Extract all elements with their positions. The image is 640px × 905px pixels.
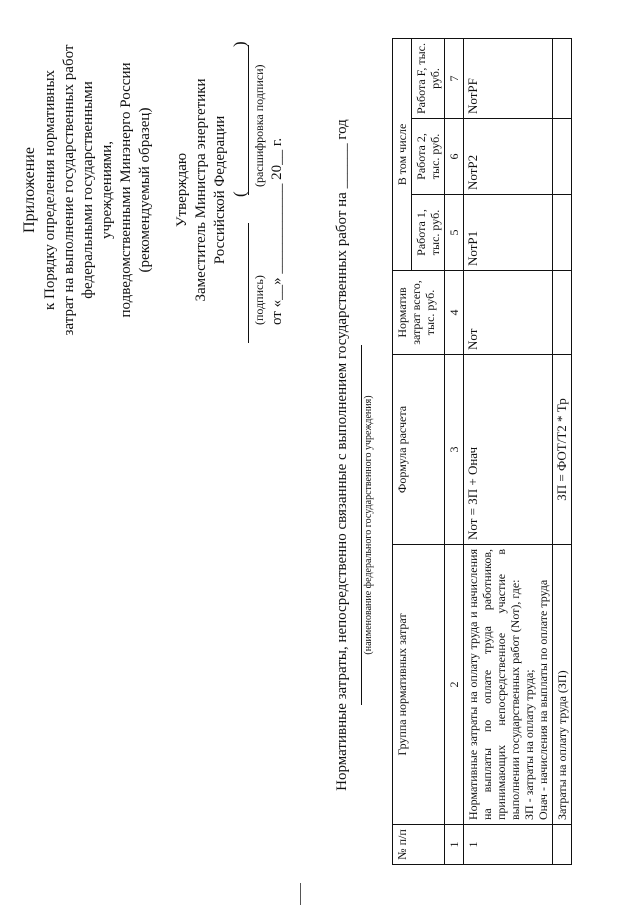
row-work1: NотP1 — [464, 195, 553, 271]
appendix-line: к Порядку определения нормативных — [42, 69, 58, 311]
row-formula: Nот = ЗП + Oнач — [464, 355, 553, 545]
column-number: 5 — [445, 195, 464, 271]
column-number: 6 — [445, 119, 464, 195]
signature-row — [230, 35, 292, 345]
signature-line — [248, 223, 249, 343]
header-including: В том числе — [393, 38, 412, 270]
column-number: 3 — [445, 355, 464, 545]
document-title: Нормативные затраты, непосредственно связанные с выполнением государственных работ на ______ год — [334, 119, 350, 791]
decode-line — [248, 45, 249, 195]
approve-word: Утверждаю — [174, 152, 190, 228]
row-workF: NотPF — [464, 38, 553, 118]
header-num: № п/п — [393, 825, 445, 865]
row-group-text: Нормативные затраты на оплату труда и начисления на выплаты по оплате труда работников, принимающих непосредственное участие в выполнении государственных работ (Nот), где: — [466, 549, 522, 820]
column-number-row — [445, 38, 464, 864]
appendix-line: затрат на выполнение государственных работ — [61, 44, 77, 336]
cost-table — [392, 38, 572, 865]
row-group-note: Oнач - начисления на выплаты по оплате труда — [536, 579, 550, 820]
approval-block — [173, 35, 230, 345]
row-norm — [553, 271, 572, 355]
row-num — [553, 825, 572, 865]
column-number: 7 — [445, 38, 464, 118]
header-workF: Работа F, тыс. руб. — [412, 38, 445, 118]
row-work2 — [553, 119, 572, 195]
appendix-block — [20, 35, 292, 345]
approver-position: Заместитель Министра энергетики — [193, 78, 209, 302]
appendix-title: Приложение — [21, 147, 38, 233]
row-group: Затраты на оплату труда (ЗП) — [553, 545, 572, 825]
column-number: 2 — [445, 545, 464, 825]
header-formula: Формула расчета — [393, 355, 445, 545]
column-number: 1 — [445, 825, 464, 865]
header-norm: Норматив затрат всего, тыс. руб. — [393, 271, 445, 355]
header-work1: Работа 1, тыс. руб. — [412, 195, 445, 271]
approver-country: Российской Федерации — [212, 115, 228, 265]
appendix-line: подведомственными Минэнерго России — [118, 62, 134, 318]
row-workF — [553, 38, 572, 118]
decode-label: (расшифровка подписи) — [252, 64, 266, 187]
row-group — [464, 545, 553, 825]
appendix-line: федеральными государственными учреждениями, — [80, 81, 115, 299]
bracket-left: ( — [230, 191, 249, 197]
header-group: Группа нормативных затрат — [393, 545, 445, 825]
organization-placeholder: (наименование федерального государственного учреждения) — [361, 345, 374, 705]
approval-date: от «__» ____________ 20__ г. — [269, 137, 285, 325]
row-work2: NотP2 — [464, 119, 553, 195]
row-formula: ЗП = ФОТ/Т2 * Тр — [553, 355, 572, 545]
table-row — [553, 38, 572, 864]
header-work2: Работа 2, тыс. руб. — [412, 119, 445, 195]
row-norm: Nот — [464, 271, 553, 355]
bracket-right: ) — [230, 41, 249, 47]
column-number: 4 — [445, 271, 464, 355]
row-work1 — [553, 195, 572, 271]
appendix-line: (рекомендуемый образец) — [137, 107, 153, 273]
header-row — [393, 38, 412, 864]
row-group-note: ЗП - затраты на оплату труда; — [522, 669, 536, 820]
table-row — [464, 38, 553, 864]
signature-label: (подпись) — [252, 275, 266, 325]
row-num: 1 — [464, 825, 553, 865]
